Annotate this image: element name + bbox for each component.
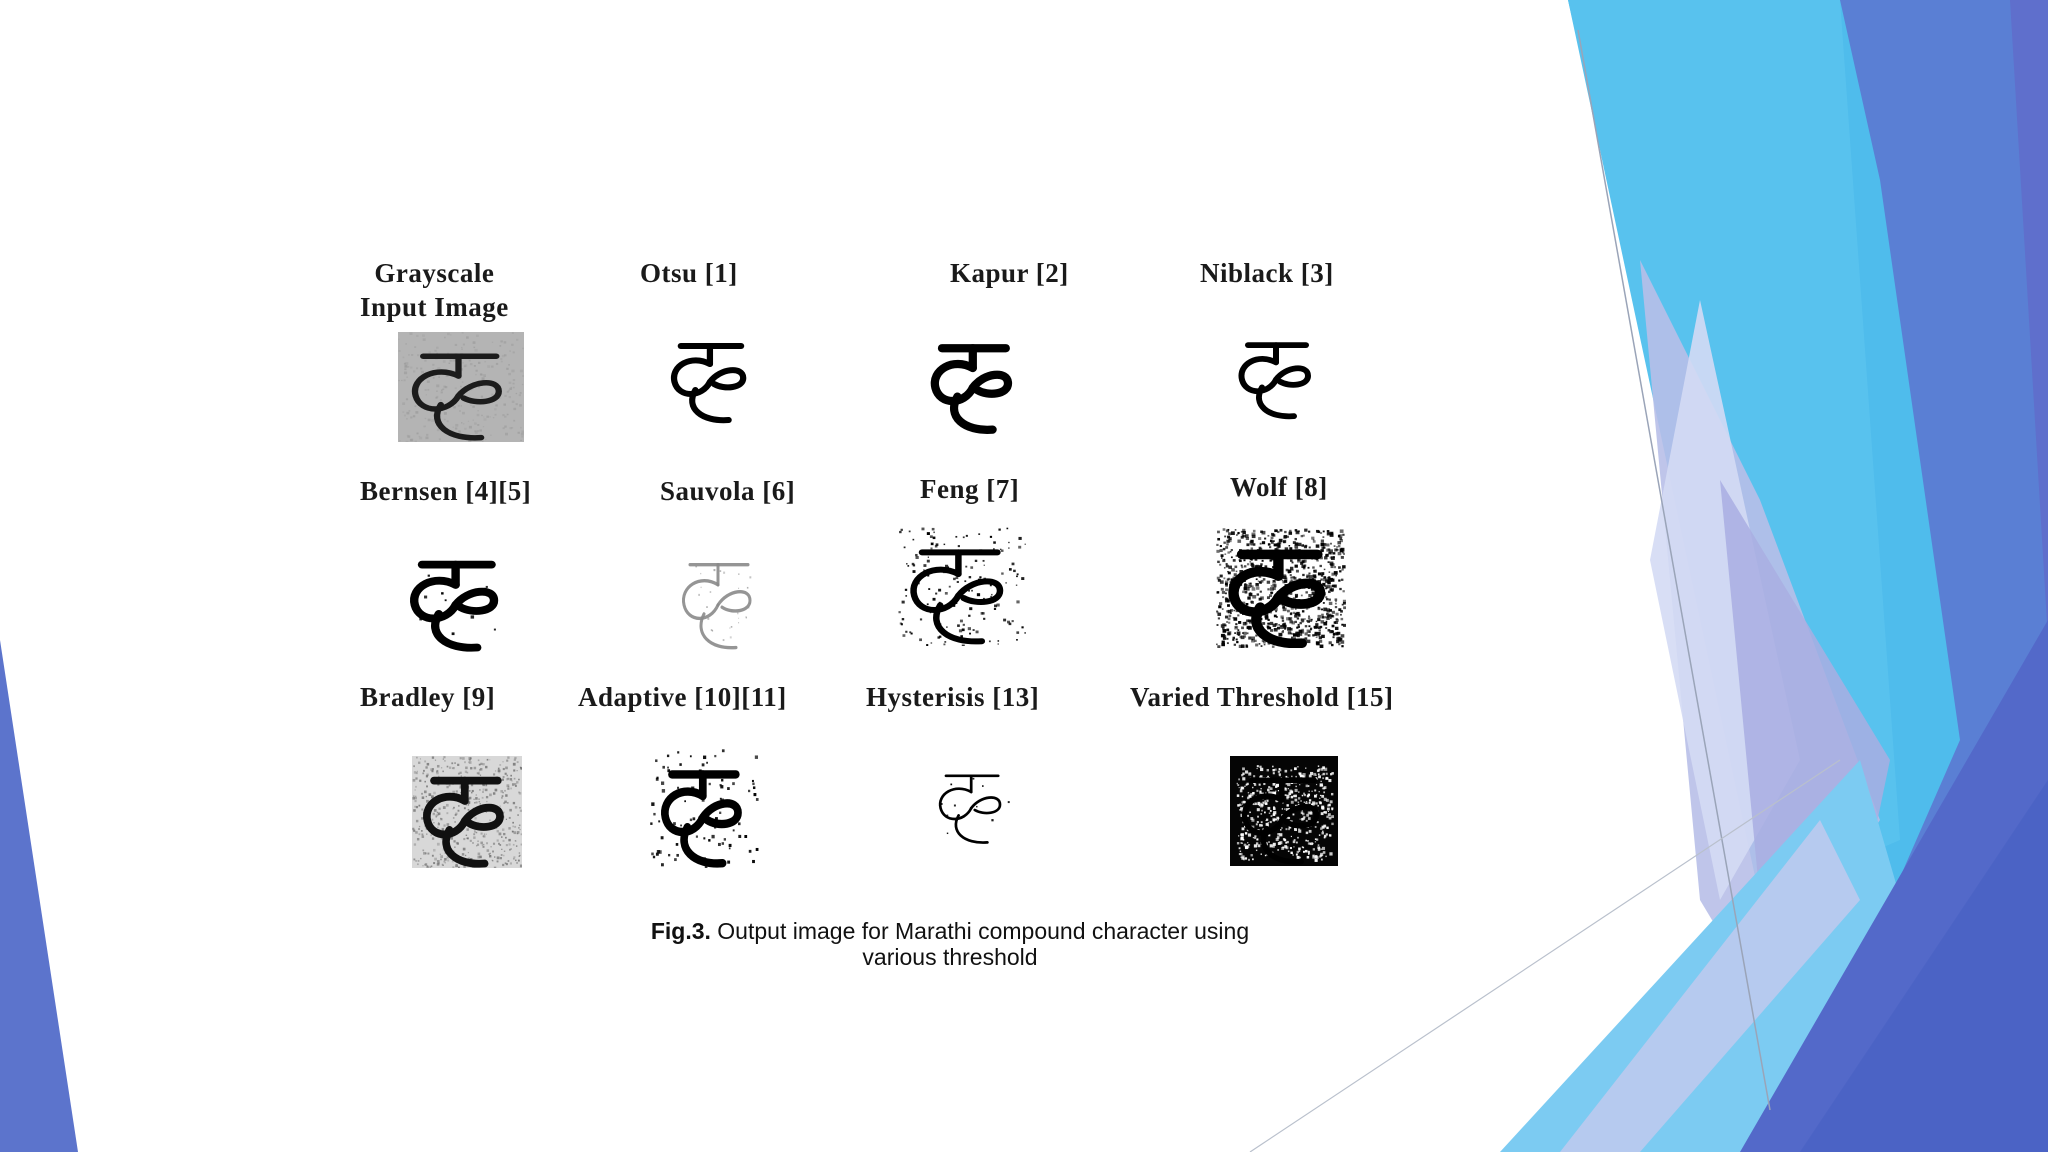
method-label-wolf — [1230, 470, 1328, 504]
left-facet — [0, 640, 78, 1152]
threshold-output-image-otsu — [660, 324, 764, 424]
method-label-line1: Wolf [8] — [1230, 472, 1328, 502]
method-label-sauvola — [660, 474, 795, 508]
method-label-line1: Feng [7] — [920, 474, 1020, 504]
method-label-adaptive — [578, 680, 787, 714]
method-label-varied — [1130, 680, 1394, 714]
threshold-output-image-grayscale — [398, 332, 524, 442]
threshold-output-image-adaptive — [650, 748, 760, 868]
method-label-line1: Otsu [1] — [640, 258, 738, 288]
method-label-otsu — [640, 256, 738, 290]
threshold-output-image-hysterisis — [928, 756, 1018, 846]
method-label-bradley — [360, 680, 495, 714]
method-label-line1: Varied Threshold [15] — [1130, 682, 1394, 712]
method-label-line1: Hysterisis [13] — [866, 682, 1040, 712]
caption-text-line1: Output image for Marathi compound character using — [710, 918, 1250, 944]
threshold-output-image-varied — [1230, 756, 1338, 866]
method-label-line1: Bernsen [4][5] — [360, 476, 532, 506]
method-label-line1: Sauvola [6] — [660, 476, 796, 506]
threshold-output-image-sauvola — [670, 540, 770, 652]
threshold-comparison-figure — [360, 240, 1520, 900]
threshold-output-image-bernsen — [398, 540, 518, 652]
caption-figure-ref: Fig.3. — [650, 918, 711, 944]
method-label-line1: Kapur [2] — [950, 258, 1069, 288]
threshold-output-image-feng — [896, 526, 1026, 646]
method-label-line1: Niblack [3] — [1200, 258, 1334, 288]
method-label-feng — [920, 472, 1019, 506]
method-label-line1: Bradley [9] — [360, 682, 496, 712]
threshold-output-image-kapur — [920, 324, 1030, 434]
method-label-line1: Adaptive [10][11] — [578, 682, 787, 712]
method-label-line1: Grayscale — [374, 258, 495, 288]
method-label-grayscale — [360, 256, 509, 324]
method-label-line2: Input Image — [360, 292, 509, 322]
method-label-niblack — [1200, 256, 1334, 290]
caption-text-line2: various threshold — [862, 944, 1038, 970]
method-label-hysterisis — [866, 680, 1039, 714]
figure-caption — [560, 918, 1340, 970]
threshold-output-image-wolf — [1216, 528, 1346, 648]
threshold-output-image-bradley — [412, 756, 522, 868]
method-label-kapur — [950, 256, 1069, 290]
threshold-output-image-niblack — [1228, 324, 1328, 420]
method-label-bernsen — [360, 474, 531, 508]
